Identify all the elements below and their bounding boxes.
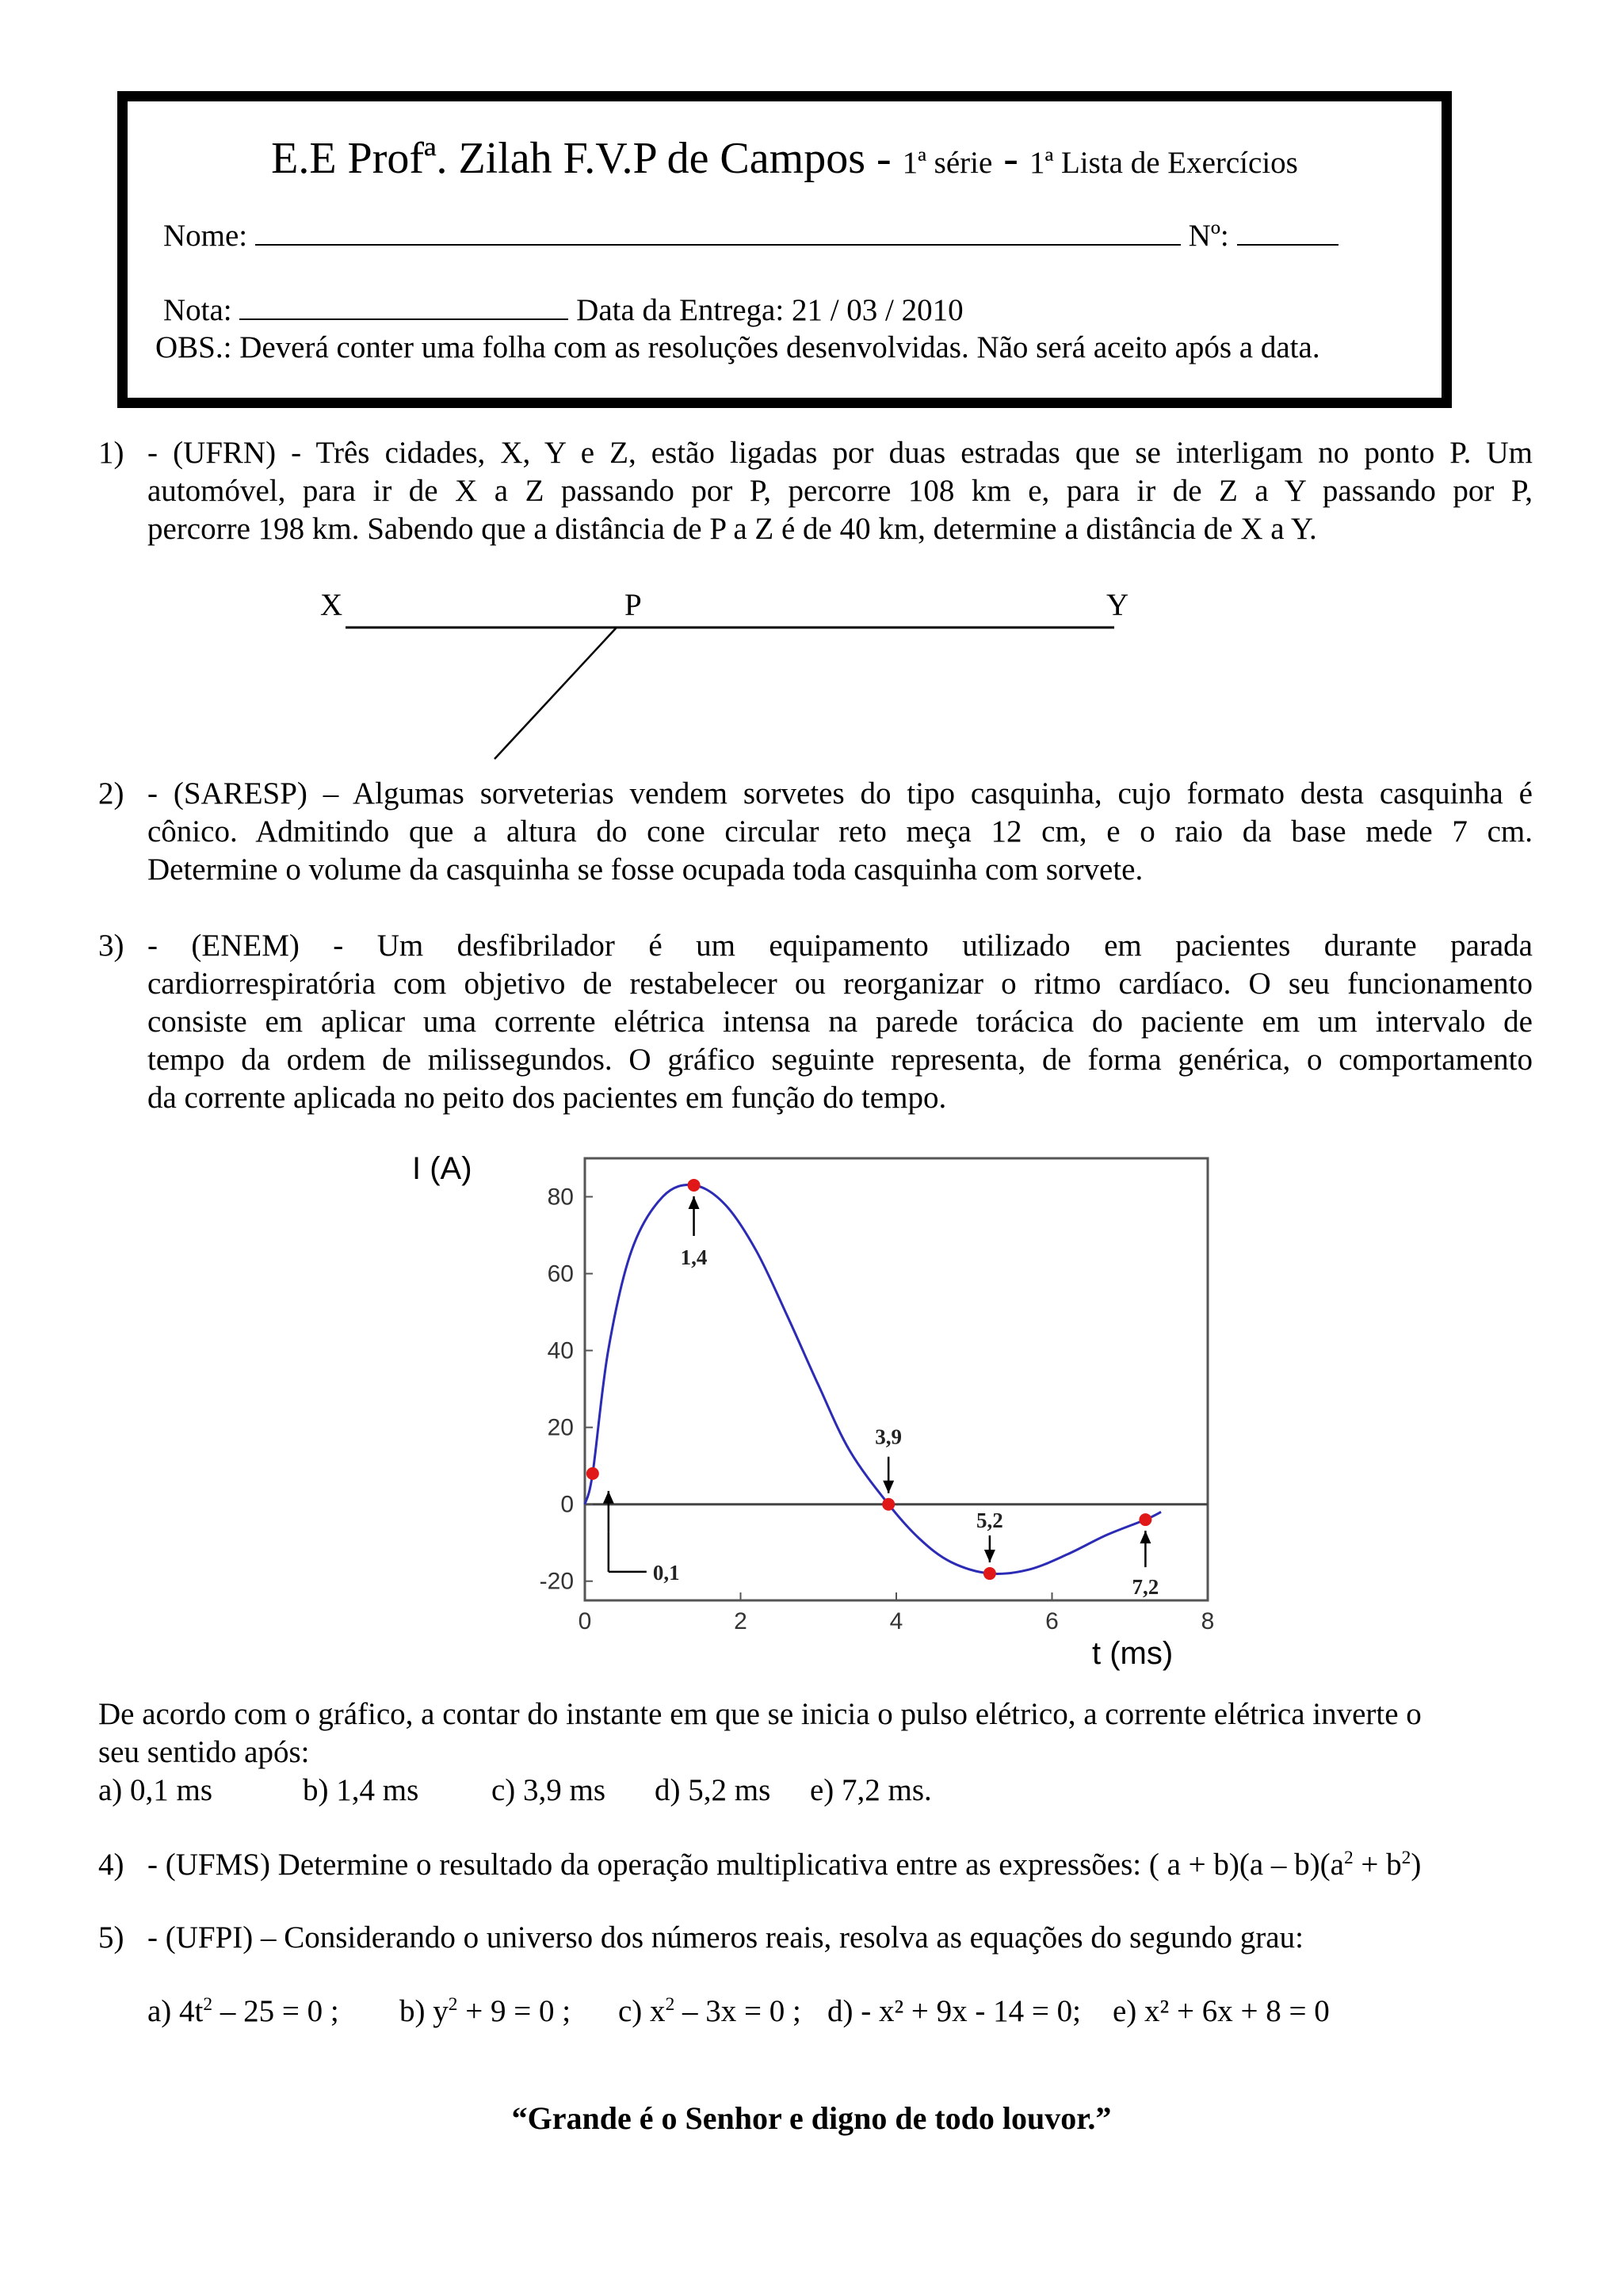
question-2-line-3: Determine o volume da casquinha se fosse ocupada toda casquinha com sorvete. — [147, 852, 1144, 887]
point-x-label: X — [320, 588, 343, 622]
marker-arrowhead — [883, 1481, 894, 1493]
header-box — [117, 91, 1452, 408]
delivery-date: Data da Entrega: 21 / 03 / 2010 — [576, 293, 964, 327]
obs-note: OBS.: Deverá conter uma folha com as resoluções desenvolvidas. Não será aceito após a data. — [155, 330, 1320, 364]
question-3-line-2: cardiorrespiratória com objetivo de restabelecer ou reorganizar o ritmo cardíaco. O seu funcionamento — [147, 967, 1533, 1001]
data-point-label: 7,2 — [1132, 1575, 1159, 1600]
question-1-line-3: percorre 198 km. Sabendo que a distância de P a Z é de 40 km, determine a distância de X a Y. — [147, 512, 1317, 546]
y-tick-label: 60 — [547, 1261, 574, 1287]
data-point-marker — [688, 1179, 701, 1192]
x-tick-label: 0 — [578, 1608, 592, 1634]
option-a[interactable]: a) 0,1 ms — [98, 1773, 213, 1807]
equation-a: a) $4t^2 - 25 = 0$ ; — [147, 1994, 339, 2028]
grade-blank[interactable] — [239, 293, 568, 320]
data-point-label: 5,2 — [976, 1508, 1003, 1533]
school-title: E.E Profª. Zilah F.V.P de Campos - 1ª série - 1ª Lista de Exercícios — [271, 134, 1298, 183]
marker-arrowhead — [984, 1550, 995, 1562]
question-1-line-1: - (UFRN) - Três cidades, X, Y e Z, estão ligadas por duas estradas que se interligam no ponto P. Um — [147, 436, 1533, 470]
question-3-line-4: tempo da ordem de milissegundos. O gráfico seguinte representa, de forma genérica, o comportamento — [147, 1043, 1533, 1077]
equation-c: c) $x^2 - 3x = 0$ ; — [618, 1994, 801, 2028]
question-5-text: - (UFPI) – Considerando o universo dos números reais, resolva as equações do segundo grau: — [147, 1920, 1304, 1955]
point-p-label: P — [624, 588, 642, 622]
data-point-marker — [586, 1467, 599, 1480]
data-point-label: 1,4 — [680, 1245, 708, 1269]
y-tick-label: 20 — [547, 1414, 574, 1441]
x-axis-label: t (ms) — [1092, 1636, 1174, 1671]
point-y-label: Y — [1106, 588, 1129, 622]
y-tick-label: 80 — [547, 1184, 574, 1211]
question-1-line-2: automóvel, para ir de X a Z passando por P, percorre 108 km e, para ir de Z a Y passando por P, — [147, 474, 1533, 508]
x-tick-label: 4 — [889, 1608, 903, 1634]
number-blank[interactable] — [1237, 219, 1338, 246]
footer-quote: “Grande é o Senhor e digno de todo louvor.” — [511, 2100, 1112, 2136]
question-number: 3) — [98, 929, 124, 963]
current-curve — [585, 1185, 1161, 1574]
road-diagram — [301, 578, 1141, 769]
question-3-line-5: da corrente aplicada no peito dos pacientes em função do tempo. — [147, 1081, 947, 1115]
option-c[interactable]: c) 3,9 ms — [491, 1773, 606, 1807]
x-tick-label: 2 — [734, 1608, 747, 1634]
x-tick-label: 8 — [1201, 1608, 1215, 1634]
name-row — [163, 217, 1338, 255]
data-point-label: 3,9 — [875, 1425, 903, 1449]
y-tick-label: -20 — [539, 1568, 574, 1595]
data-point-marker — [882, 1498, 895, 1511]
equation-d: d) - x² + 9x - 14 = 0; — [827, 1994, 1081, 2028]
list-title: 1ª Lista de Exercícios — [1029, 146, 1298, 180]
y-axis-label: I (A) — [412, 1151, 472, 1186]
grade-field-label: Nota: — [163, 293, 232, 327]
data-point-marker — [983, 1567, 996, 1580]
equation-b: b) $y^2 + 9 = 0$ ; — [399, 1994, 571, 2028]
equation-e: e) x² + 6x + 8 = 0 — [1113, 1994, 1330, 2028]
plot-frame — [585, 1158, 1208, 1600]
question-3-after-2: seu sentido após: — [98, 1735, 310, 1769]
question-number: 4) — [98, 1848, 124, 1882]
question-3-line-3: consiste em aplicar uma corrente elétrica intensa na parede torácica do paciente em um intervalo de — [147, 1005, 1533, 1039]
school-name: E.E Profª. Zilah F.V.P de Campos — [271, 134, 865, 183]
data-point-marker — [1139, 1513, 1151, 1526]
question-4-text: - (UFMS) Determine o resultado da operação multiplicativa entre as expressões: ( $a + b)(a - b)(a^2 + b^2)$ — [147, 1848, 1422, 1882]
name-label: Nome: — [163, 219, 248, 253]
option-d[interactable]: d) 5,2 ms — [655, 1773, 771, 1807]
question-number: 5) — [98, 1920, 124, 1955]
question-3-line-1: - (ENEM) - Um desfibrilador é um equipamento utilizado em pacientes durante parada — [147, 929, 1533, 963]
current-chart — [396, 1141, 1236, 1680]
road-pz — [495, 627, 617, 759]
question-2-line-2: cônico. Admitindo que a altura do cone circular reto meça 12 cm, e o raio da base mede 7 cm. — [147, 814, 1533, 849]
marker-arrowhead — [1140, 1531, 1151, 1543]
x-tick-label: 6 — [1045, 1608, 1059, 1634]
y-tick-label: 40 — [547, 1337, 574, 1364]
y-tick-label: 0 — [560, 1491, 574, 1518]
grade-label: 1ª série — [902, 146, 993, 180]
grade-row — [163, 292, 964, 330]
marker-arrowhead — [603, 1491, 614, 1504]
question-3-after-1: De acordo com o gráfico, a contar do instante em que se inicia o pulso elétrico, a corrente elétrica inverte o — [98, 1697, 1422, 1731]
data-point-label: 0,1 — [652, 1560, 680, 1585]
option-b[interactable]: b) 1,4 ms — [303, 1773, 419, 1807]
marker-arrowhead — [689, 1196, 700, 1209]
question-number: 2) — [98, 776, 124, 810]
option-e[interactable]: e) 7,2 ms. — [810, 1773, 932, 1807]
name-blank[interactable] — [255, 219, 1181, 246]
question-number: 1) — [98, 436, 124, 470]
number-label: Nº: — [1188, 219, 1229, 253]
question-2-line-1: - (SARESP) – Algumas sorveterias vendem sorvetes do tipo casquinha, cujo formato desta casquinha é — [147, 776, 1533, 810]
